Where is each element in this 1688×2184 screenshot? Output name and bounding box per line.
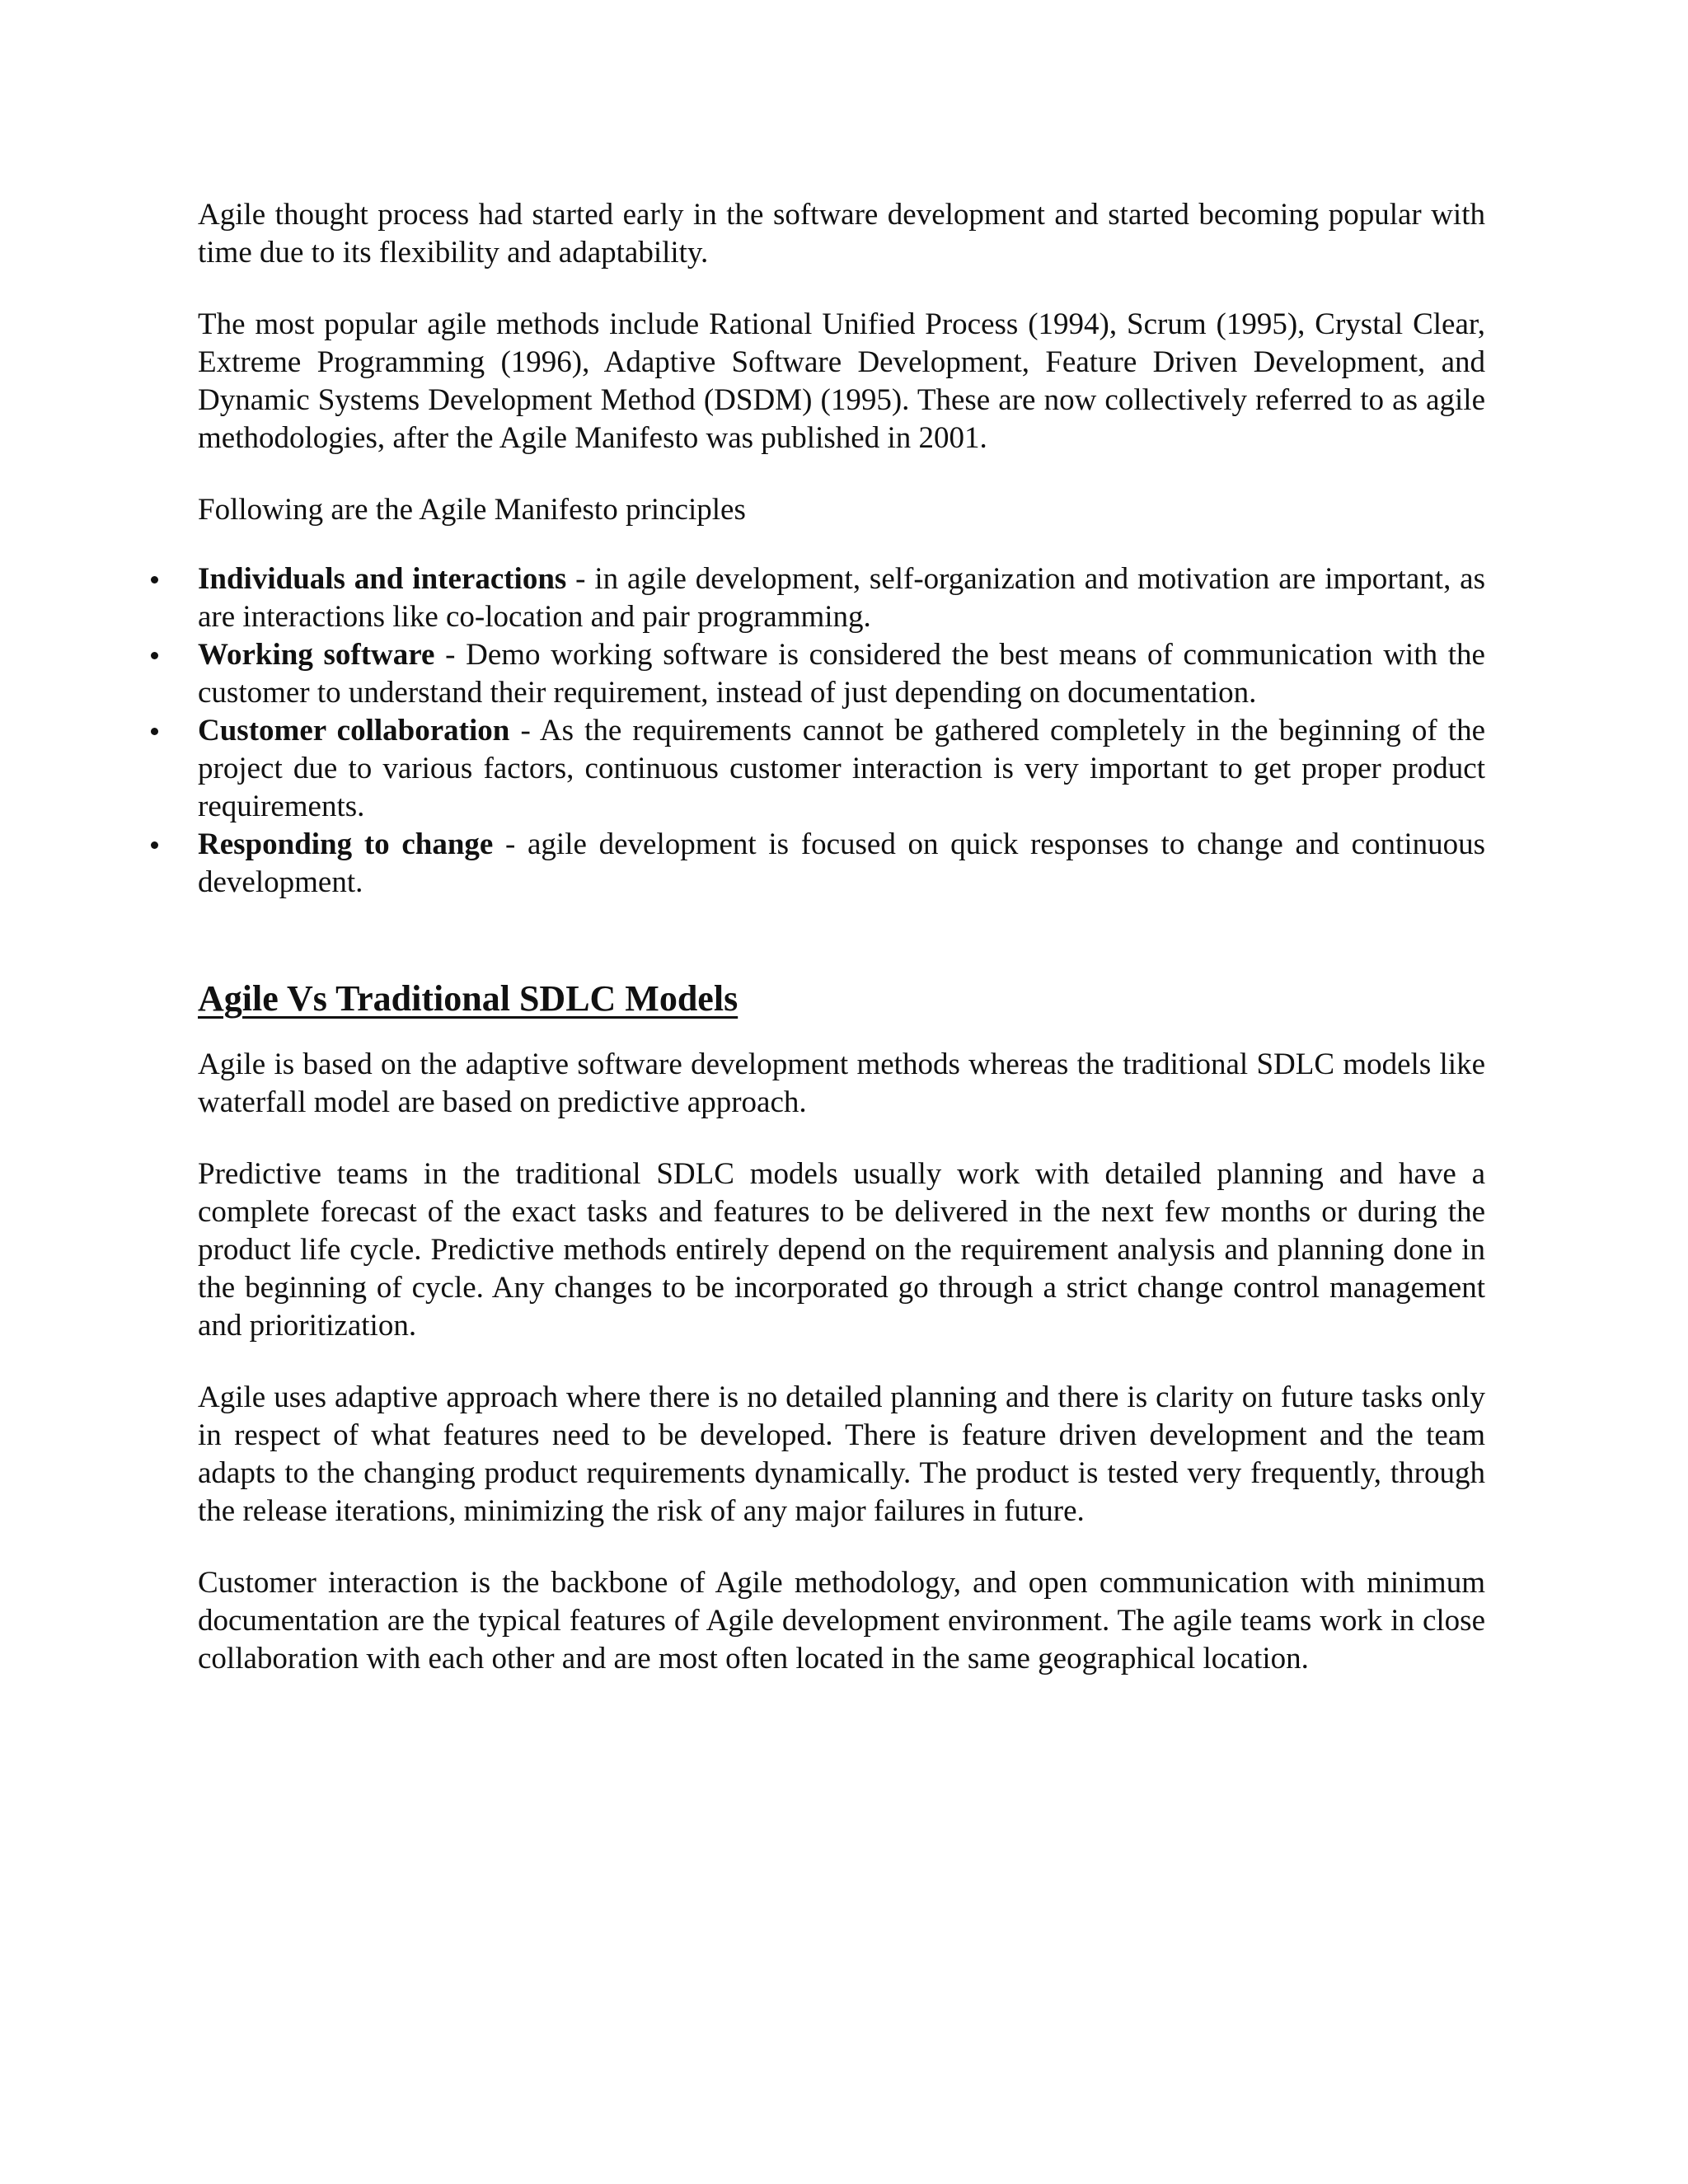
section-paragraph-4: Customer interaction is the backbone of Agile methodology, and open communication with minimum documentation are the typical features of Agile development environment. The agile teams work in close collaboration with each other and are most often located in the same geographical location. (198, 1566, 1485, 1675)
principle-text: - As the requirements cannot be gathered completely in the beginning of the project due to various factors, continuous customer interaction is very important to get proper product requirements. (198, 714, 1485, 823)
principle-term: Customer collaboration (198, 714, 510, 748)
spacer (198, 529, 1485, 560)
section-paragraph-2: Predictive teams in the traditional SDLC models usually work with detailed planning and have a complete forecast of the exact tasks and features to be delivered in the next few months or during the product life cycle. Predictive methods entirely depend on the requirement analysis and planning done in the beginning of cycle. Any changes to be incorporated go through a strict change control management and prioritization. (198, 1157, 1485, 1343)
spacer (198, 1020, 1485, 1046)
principle-term: Responding to change (198, 827, 494, 861)
intro-paragraph-1: Agile thought process had started early in the software development and started becoming popular with time due to its flexibility and adaptability. (198, 198, 1485, 269)
bullet-icon (151, 576, 158, 583)
principle-text: - in agile development, self-organization and motivation are important, as are interactions like co-location and pair programming. (198, 562, 1485, 634)
section-paragraph-1: Agile is based on the adaptive software development methods whereas the traditional SDLC models like waterfall model are based on predictive approach. (198, 1047, 1485, 1119)
section-paragraph-3: Agile uses adaptive approach where there is no detailed planning and there is clarity on future tasks only in respect of what features need to be developed. There is feature driven development and the team adapts to the changing product requirements dynamically. The product is tested very frequently, through the release iterations, minimizing the risk of any major failures in future. (198, 1380, 1485, 1528)
principles-intro: Following are the Agile Manifesto principles (198, 493, 746, 527)
principle-term: Working software (198, 638, 435, 672)
principle-text: - agile development is focused on quick responses to change and continuous development. (198, 827, 1486, 899)
principle-item (198, 636, 1485, 712)
principle-item (198, 826, 1485, 902)
intro-paragraph-2: The most popular agile methods include Rational Unified Process (1994), Scrum (1995), Crystal Clear, Extreme Programming (1996), Adaptive Software Development, Feature Driven Development, and Dynamic Systems Development Method (DSDM) (1995). These are now collectively referred to as agile methodologies, after the Agile Manifesto was published in 2001. (198, 307, 1485, 455)
principle-item (198, 712, 1485, 826)
bullet-icon (151, 652, 158, 659)
principle-term: Individuals and interactions (198, 562, 567, 596)
bullet-icon (151, 728, 158, 735)
principle-item (198, 560, 1485, 636)
page-content (198, 196, 1485, 1678)
spacer (198, 902, 1485, 977)
bullet-icon (151, 841, 158, 849)
section-heading: Agile Vs Traditional SDLC Models (198, 978, 738, 1019)
principle-text: - Demo working software is considered the best means of communication with the customer to understand their requirement, instead of just depending on documentation. (198, 638, 1485, 710)
principles-list (198, 560, 1485, 902)
